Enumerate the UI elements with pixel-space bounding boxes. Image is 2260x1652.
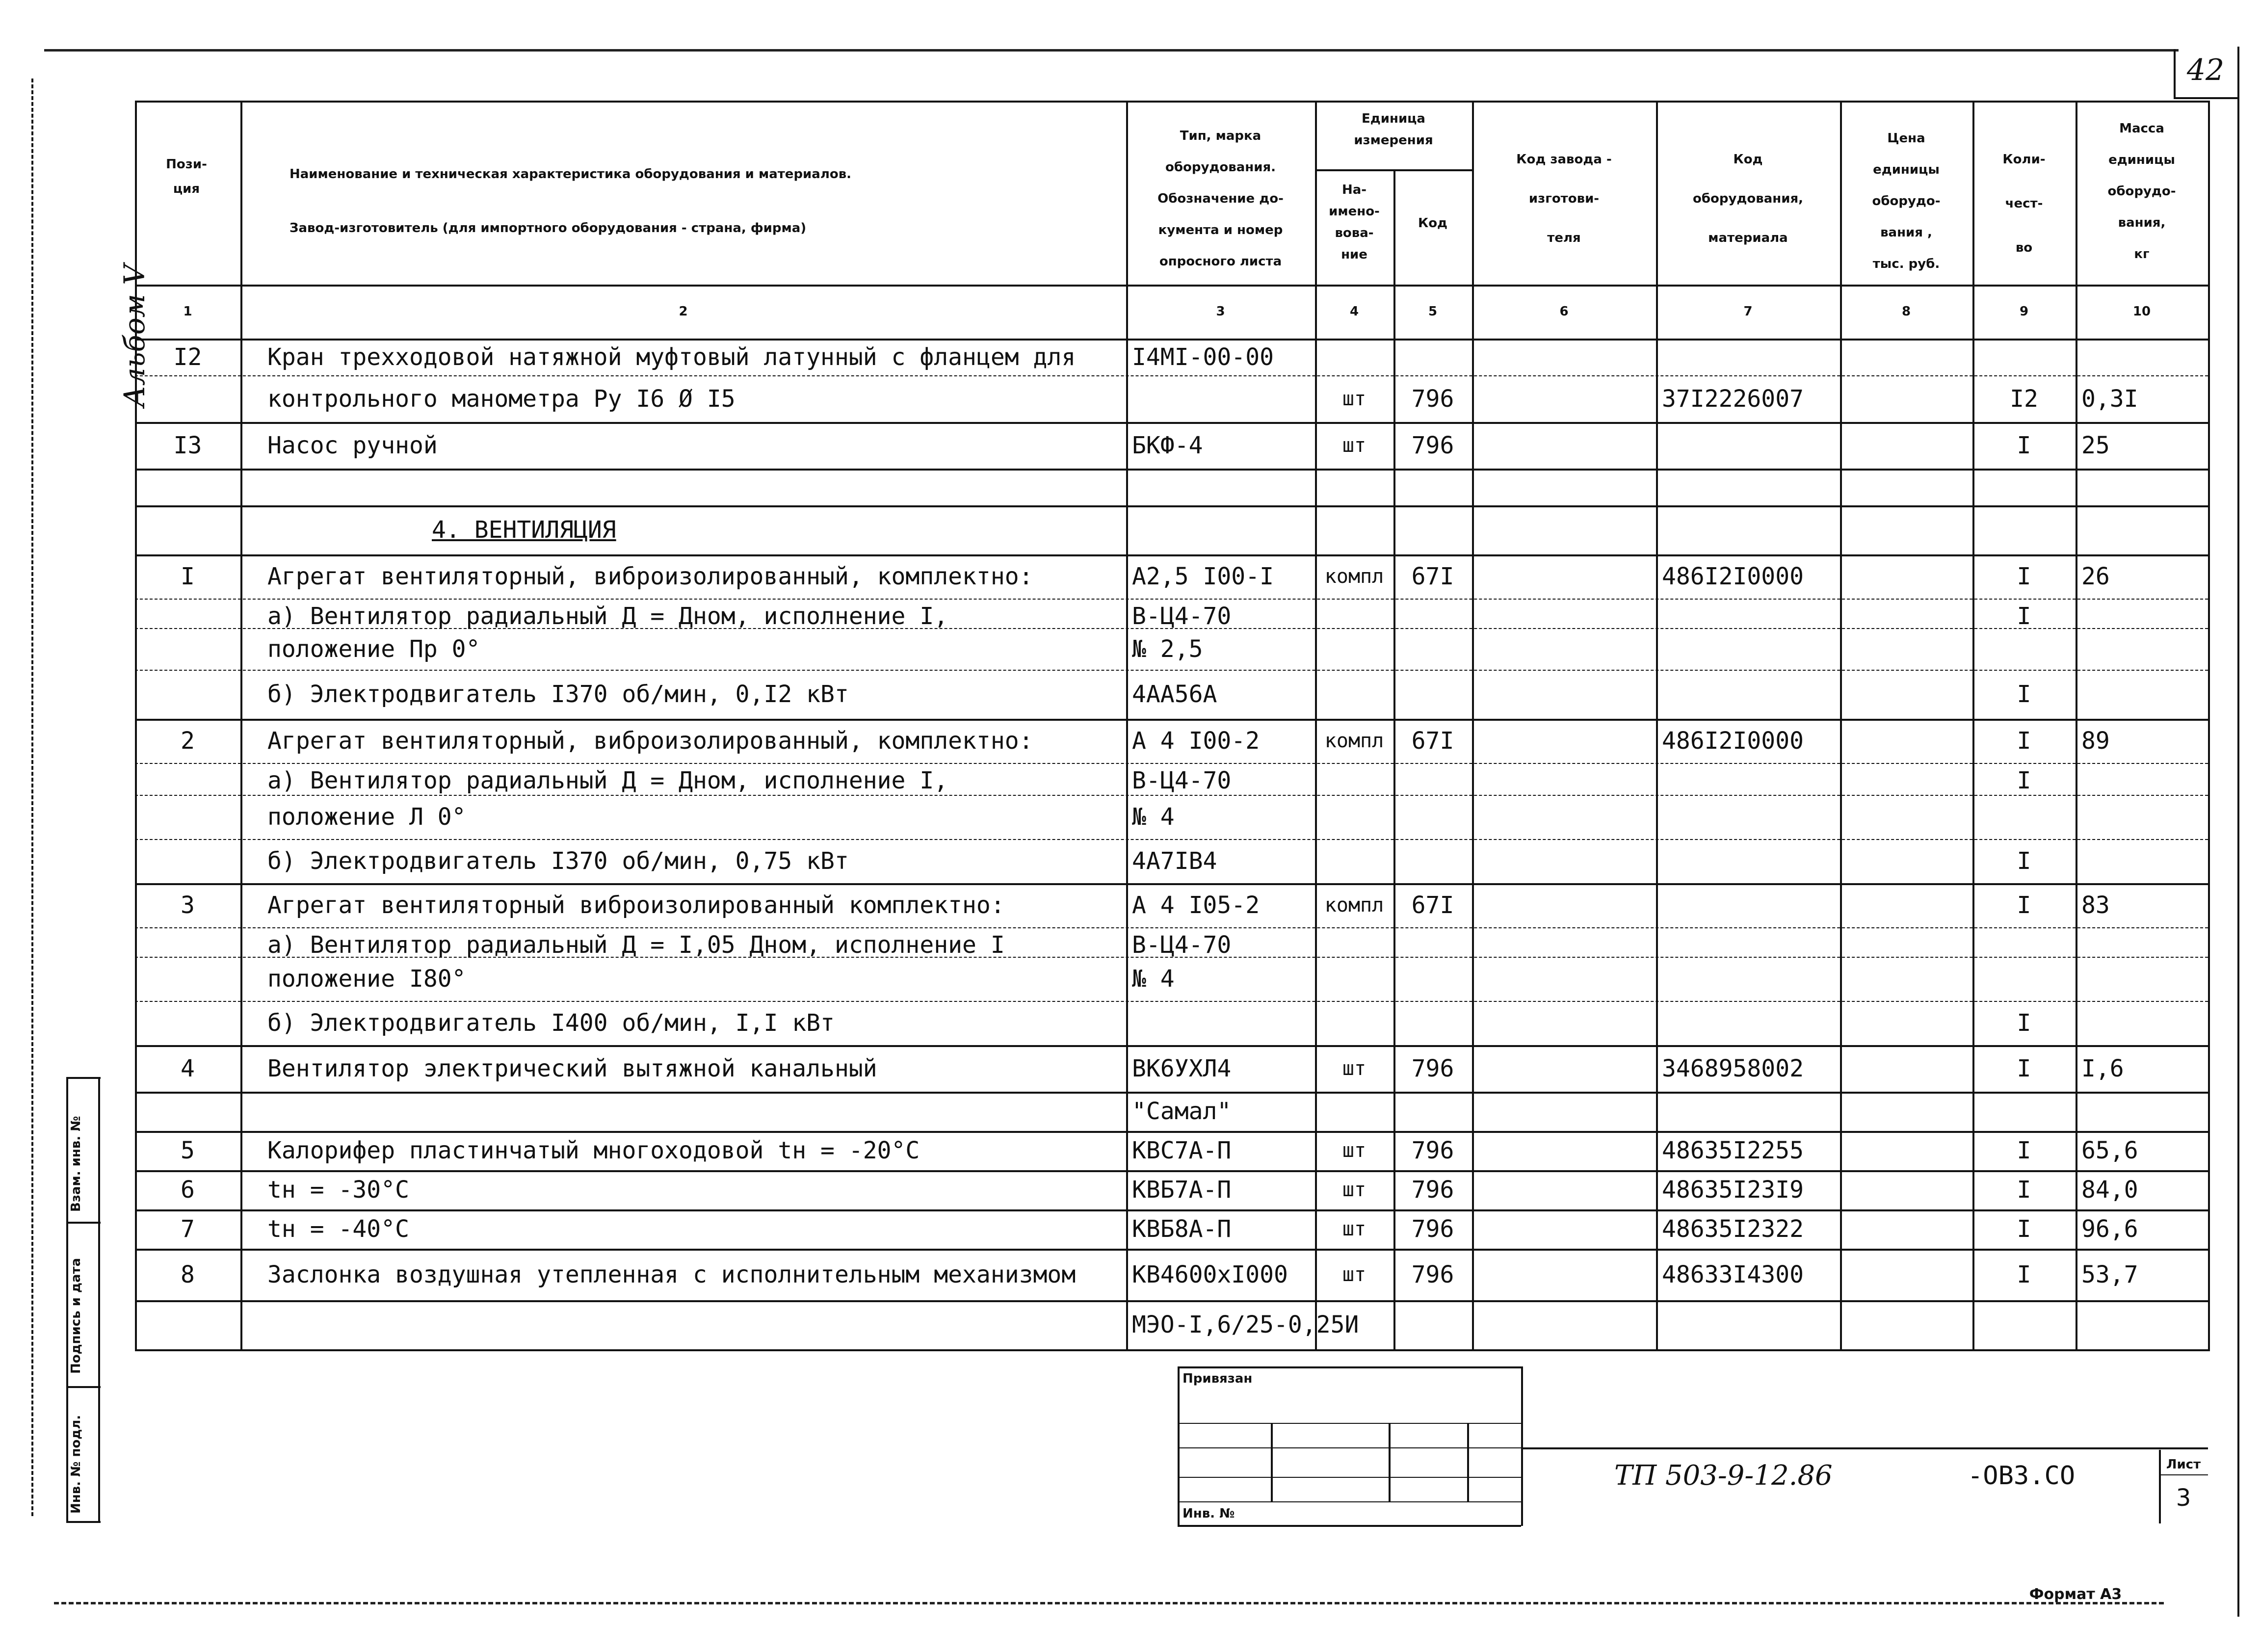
cell-qty: I [2017,603,2031,630]
cell-mat: 48635I2255 [1662,1137,1804,1164]
cell-mat: 48633I4300 [1662,1260,1804,1288]
column-line-5 [1472,101,1474,1349]
cell-name: контрольного манометра Ру I6 Ø I5 [267,385,736,413]
side-fields-left [66,1077,68,1521]
cell-qty: I [2017,1137,2031,1164]
cell-type: БКФ-4 [1132,431,1203,459]
row-separator [135,763,2208,764]
row-separator [135,505,2208,507]
row-separator [135,1045,2208,1047]
stamp-line [1178,1423,1521,1424]
cell-pos: I [181,563,195,590]
cell-qty: I [2017,847,2031,875]
header-bottom-line [135,285,2210,287]
cell-type: КВ4600хI000 [1132,1260,1288,1288]
cell-unit: шт [1342,1139,1367,1162]
cell-pos: 4 [181,1054,195,1082]
cell-code: 796 [1411,1260,1454,1288]
cell-type: А2,5 I00-I [1132,563,1274,590]
row-separator [135,1249,2208,1251]
row-separator [135,1209,2208,1211]
row-separator [135,554,2208,556]
header-col3: Тип, марка оборудования. Обозначение до- кумента и номер опросного листа [1157,129,1284,269]
cell-qty: I [2017,1009,2031,1037]
left-border [31,79,33,1516]
cell-name: б) Электродвигатель I400 об/мин, I,I кВт [267,1009,835,1037]
right-border [2237,47,2239,1617]
row-separator [135,599,2208,600]
cell-type: КВБ8А-П [1132,1215,1232,1243]
cell-qty: I2 [2010,385,2038,413]
cell-qty: I [2017,1176,2031,1204]
row-separator [135,1131,2208,1133]
cell-pos: I3 [173,431,202,459]
doc-suffix: -ОВЗ.СО [1968,1461,2076,1491]
side-field-original-inv: Инв. № подл. [69,1415,83,1514]
cell-pos: I2 [173,343,202,371]
cell-code: 796 [1411,1215,1454,1243]
cell-name: Агрегат вентиляторный виброизолированный комплектно: [267,892,1005,919]
cell-qty: I [2017,431,2031,459]
cell-pos: 6 [181,1176,195,1204]
row-separator [135,1300,2208,1302]
stamp-line [1467,1423,1469,1501]
cell-name: положение Пр 0° [267,635,480,663]
cell-name: tн = -30°С [267,1176,409,1204]
cell-unit: компл [1324,565,1384,588]
stamp-line [1521,1447,2208,1449]
row-separator [135,422,2208,424]
stamp-line [1178,1525,1521,1527]
row-separator [135,670,2208,671]
cell-mass: I,6 [2081,1054,2124,1082]
header-col4: На- имено- вова- ние [1329,183,1380,262]
cell-type: "Самал" [1132,1098,1232,1125]
inv-no-label: Инв. № [1183,1506,1235,1521]
table-top-line [135,101,2210,103]
column-line-1 [240,101,242,1349]
cell-code: 796 [1411,385,1454,413]
cell-type: ВК6УХЛ4 [1132,1054,1232,1082]
column-number-5: 5 [1428,304,1438,319]
cell-name: б) Электродвигатель I370 об/мин, 0,75 кВт [267,847,849,875]
cell-type: № 2,5 [1132,635,1203,663]
cell-type: 4АА56А [1132,681,1217,708]
column-line-6 [1656,101,1658,1349]
header-col8: Цена единицы оборудо- вания , тыс. руб. [1872,131,1941,271]
table-bottom-line [135,1349,2210,1351]
stamp-line [1178,1501,1521,1502]
cell-mat: 48635I2322 [1662,1215,1804,1243]
cell-qty: I [2017,1054,2031,1082]
column-number-4: 4 [1349,304,1359,319]
list-value: 3 [2176,1484,2191,1512]
cell-mass: 0,3I [2081,385,2138,413]
side-field-replace-inv: Взам. инв. № [69,1116,83,1212]
column-number-6: 6 [1559,304,1569,319]
cell-code: 67I [1411,727,1454,755]
sheet-number-box-bottom [2174,97,2238,99]
cell-mass: 96,6 [2081,1215,2138,1243]
cell-code: 67I [1411,892,1454,919]
cell-qty: I [2017,727,2031,755]
cell-qty: I [2017,563,2031,590]
privyazan-label: Привязан [1183,1371,1253,1386]
column-number-10: 10 [2132,304,2151,319]
cell-code: 796 [1411,431,1454,459]
row-separator [135,795,2208,796]
cell-name: Насос ручной [267,431,438,459]
bottom-border [54,1602,2164,1604]
row-separator [135,883,2208,885]
cell-qty: I [2017,1215,2031,1243]
cell-mat: 486I2I0000 [1662,563,1804,590]
column-number-9: 9 [2019,304,2029,319]
row-separator [135,927,2208,928]
cell-mat: 3468958002 [1662,1054,1804,1082]
cell-type: МЭО-I,6/25-0,25И [1132,1311,1359,1338]
cell-code: 796 [1411,1137,1454,1164]
cell-name: Вентилятор электрический вытяжной канальный [267,1054,877,1082]
column-number-1: 1 [183,304,192,319]
side-fields-right [98,1077,100,1521]
header-col9: Коли- чест- во [2002,152,2046,255]
cell-unit: компл [1324,730,1384,752]
row-separator [135,1092,2208,1094]
cell-code: 67I [1411,563,1454,590]
stamp-line [1271,1423,1273,1501]
cell-type: КВБ7А-П [1132,1176,1232,1204]
stamp-line [1178,1477,1521,1478]
side-field-signature-date: Подпись и дата [69,1258,83,1374]
side-fields-div1 [66,1222,101,1224]
sheet-number: 42 [2186,53,2225,87]
cell-type: I4МI-00-00 [1132,343,1274,371]
column-line-4 [1393,169,1395,1349]
doc-code: ТП 503-9-12.86 [1614,1460,1833,1492]
row-separator [135,719,2208,721]
header-unit: Единица измерения [1354,111,1433,148]
cell-unit: шт [1342,434,1367,457]
cell-mass: 25 [2081,431,2110,459]
cell-code: 796 [1411,1176,1454,1204]
stamp-line [2159,1450,2161,1523]
row-separator [135,1170,2208,1172]
cell-mass: 89 [2081,727,2110,755]
album-label: Альбом V [118,264,151,407]
cell-name: б) Электродвигатель I370 об/мин, 0,I2 кВт [267,681,849,708]
column-line-7 [1840,101,1842,1349]
row-separator [135,469,2208,471]
cell-type: А 4 I00-2 [1132,727,1260,755]
cell-qty: I [2017,681,2031,708]
column-line-2 [1126,101,1128,1349]
stamp-line [1521,1366,1523,1526]
header-col2: Наименование и техническая характеристика оборудования и материалов. Завод-изготовитель (для импортного оборудования - страна, фирма) [289,167,852,236]
cell-name: Агрегат вентиляторный, виброизолированный, комплектно: [267,563,1033,590]
cell-unit: шт [1342,1057,1367,1080]
cell-qty: I [2017,767,2031,794]
cell-type: КВС7А-П [1132,1137,1232,1164]
cell-pos: 7 [181,1215,195,1243]
cell-name: положение I80° [267,965,466,993]
column-number-8: 8 [1901,304,1911,319]
cell-mass: 65,6 [2081,1137,2138,1164]
cell-unit: шт [1342,387,1367,410]
cell-mat: 37I2226007 [1662,385,1804,413]
side-fields-bottom [66,1521,101,1523]
cell-unit: компл [1324,894,1384,917]
top-border [44,49,2179,52]
cell-type: № 4 [1132,965,1175,993]
cell-qty: I [2017,1260,2031,1288]
cell-name: Агрегат вентиляторный, виброизолированный, комплектно: [267,727,1033,755]
header-col7: Код оборудования, материала [1692,152,1804,245]
cell-type: В-Ц4-70 [1132,767,1232,794]
stamp-line [1178,1447,1521,1448]
column-line-10 [2208,101,2210,1349]
header-col6: Код завода - изготови- теля [1516,152,1612,245]
stamp-line [2159,1474,2208,1475]
cell-code: 796 [1411,1054,1454,1082]
column-number-2: 2 [679,304,688,319]
column-number-7: 7 [1743,304,1753,319]
list-label: Лист [2166,1457,2201,1472]
cell-pos: 2 [181,727,195,755]
side-fields-top [66,1077,101,1079]
header-col5: Код [1418,216,1448,231]
column-line-9 [2076,101,2077,1349]
cell-name: Кран трехходовой натяжной муфтовый латунный с фланцем для [267,343,1076,371]
cell-mass: 53,7 [2081,1260,2138,1288]
cell-name: Заслонка воздушная утепленная с исполнительным механизмом [267,1260,1076,1288]
header-col1: Пози- ция [166,157,207,196]
cell-name: положение Л 0° [267,803,466,831]
cell-mass: 83 [2081,892,2110,919]
row-separator [135,839,2208,840]
cell-pos: 3 [181,892,195,919]
cell-qty: I [2017,892,2031,919]
cell-type: В-Ц4-70 [1132,931,1232,959]
row-separator [135,375,2208,376]
side-fields-div2 [66,1386,101,1388]
stamp-line [1178,1366,1521,1368]
format-label: Формат А3 [2029,1586,2122,1603]
cell-name: 4. ВЕНТИЛЯЦИЯ [432,516,616,544]
row-separator [135,1001,2208,1002]
cell-name: Калорифер пластинчатый многоходовой tн = -20°С [267,1137,920,1164]
cell-type: А 4 I05-2 [1132,892,1260,919]
cell-type: 4А7IВ4 [1132,847,1217,875]
cell-type: № 4 [1132,803,1175,831]
cell-name: а) Вентилятор радиальный Д = I,05 Дном, исполнение I [267,931,1005,959]
cell-name: а) Вентилятор радиальный Д = Дном, исполнение I, [267,603,948,630]
cell-name: tн = -40°С [267,1215,409,1243]
cell-mat: 48635I23I9 [1662,1176,1804,1204]
cell-unit: шт [1342,1179,1367,1201]
numbers-bottom-line [135,339,2210,341]
sheet-number-box-left [2174,49,2176,98]
cell-mass: 26 [2081,563,2110,590]
header-col10: Масса единицы оборудо- вания, кг [2107,121,2176,262]
cell-type: В-Ц4-70 [1132,603,1232,630]
cell-mat: 486I2I0000 [1662,727,1804,755]
cell-unit: шт [1342,1218,1367,1240]
column-number-3: 3 [1216,304,1225,319]
cell-pos: 8 [181,1260,195,1288]
cell-mass: 84,0 [2081,1176,2138,1204]
stamp-line [1389,1423,1391,1501]
cell-pos: 5 [181,1137,195,1164]
cell-unit: шт [1342,1263,1367,1286]
cell-name: а) Вентилятор радиальный Д = Дном, исполнение I, [267,767,948,794]
